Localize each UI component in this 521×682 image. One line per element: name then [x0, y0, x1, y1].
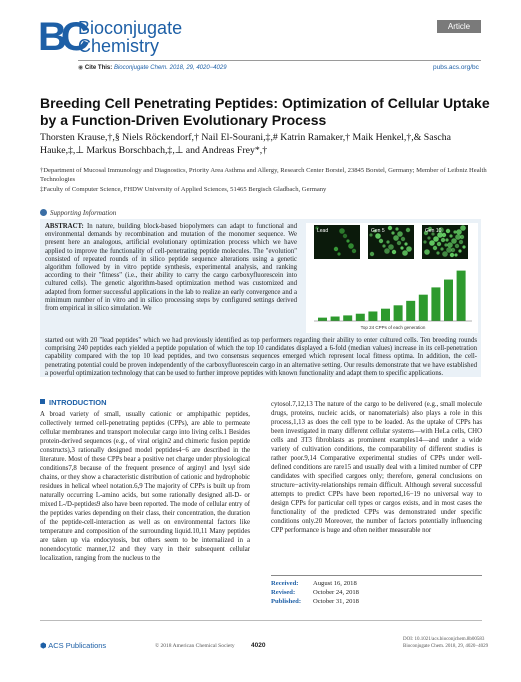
toc-cell [402, 250, 408, 256]
toc-cell [459, 240, 463, 244]
toc-cell [348, 243, 354, 249]
toc-cell [449, 234, 452, 237]
toc-cell [433, 236, 439, 242]
toc-cell [386, 240, 389, 243]
page-number: 4020 [251, 642, 266, 649]
cite-icon: ◉ [78, 65, 84, 71]
toc-cell [393, 235, 399, 241]
toc-cell [458, 249, 461, 252]
article-type-badge: Article [437, 20, 481, 33]
toc-cell [343, 234, 347, 238]
toc-bar [419, 295, 428, 321]
toc-cell [401, 237, 405, 241]
toc-cell [446, 247, 452, 253]
toc-cell [346, 239, 349, 242]
affiliation-2: ‡Faculty of Computer Science, FHDW University of Applied Sciences, 51465 Bergisch Gladbach, Germany [40, 186, 327, 193]
header-divider [78, 60, 481, 61]
toc-bar [331, 317, 340, 321]
doi-line: DOI: 10.1021/acs.bioconjchem.8b00583 [403, 637, 485, 642]
footer-divider [40, 620, 482, 621]
toc-cell [388, 244, 394, 250]
toc-cell [460, 225, 466, 231]
toc-cell [339, 228, 345, 234]
journal-name-line2: Chemistry [78, 36, 160, 56]
toc-bar [457, 271, 466, 321]
toc-cell [427, 236, 430, 239]
author-list: Thorsten Krause,†,§ Niels Röckendorf,† Nail El-Sourani,‡,# Katrin Ramaker,† Maik Henkel,†,& Sascha Hauke,‡,⊥ Markus Borschbach,‡,⊥ and Andreas Frey*,† [40, 132, 451, 156]
toc-cell [445, 238, 448, 241]
section-heading-label: INTRODUCTION [49, 398, 107, 407]
toc-cell [404, 242, 407, 245]
toc-cell [440, 247, 443, 250]
acs-hexagon-icon: ⬢ [40, 641, 47, 650]
toc-cell [423, 240, 426, 243]
toc-cell [391, 231, 394, 234]
citation[interactable] [78, 64, 227, 71]
toc-cell [456, 229, 462, 235]
publisher-name: ACS Publications [48, 641, 107, 650]
toc-bar [444, 280, 453, 321]
supporting-label: Supporting Information [50, 209, 117, 217]
toc-cell [446, 229, 450, 233]
toc-bar [356, 314, 365, 321]
toc-graphic-svg [306, 223, 478, 333]
publisher-logo [40, 641, 106, 650]
journal-name-line1: Bioconjugate [78, 18, 183, 38]
affiliation-1: †Department of Mucosal Immunology and Diagnostics, Priority Area Asthma and Allergy, Research Center Borstel, 23845 Borstel, Germany; Member of Leibniz Health Technologies [40, 167, 487, 183]
date-received: Received: August 16, 2018 [271, 580, 357, 587]
toc-cell [453, 230, 456, 233]
cite-reference: Bioconjugate Chem. 2018, 29, 4020−4029 [113, 65, 227, 71]
toc-cell [444, 243, 447, 246]
toc-cell [388, 226, 392, 230]
toc-cell [442, 251, 448, 257]
toc-panel-label: Lead [317, 228, 329, 234]
abstract-label: ABSTRACT: [45, 223, 84, 230]
toc-cell [455, 234, 461, 240]
toc-bar [394, 305, 403, 321]
toc-cell [375, 233, 381, 239]
toc-cell [397, 231, 403, 237]
toc-panel-label: Gen 5 [371, 228, 385, 234]
toc-cell [382, 244, 385, 247]
toc-bar [406, 301, 415, 321]
article-title: Breeding Cell Penetrating Peptides: Optimization of Cellular Uptake by a Function-Driven Evolutionary Process [40, 95, 490, 128]
cite-label: Cite This: [84, 65, 113, 71]
toc-panel-label: Gen 10 [425, 228, 442, 234]
toc-cell [454, 253, 457, 256]
toc-cell [436, 251, 439, 254]
toc-cell [455, 244, 459, 248]
toc-cell [447, 242, 453, 248]
toc-cell [406, 228, 410, 232]
toc-cell [437, 242, 441, 246]
toc-cell [337, 252, 340, 255]
toc-cell [406, 246, 412, 252]
article-dates [271, 575, 482, 606]
toc-cell [379, 239, 383, 243]
toc-bar [318, 318, 327, 321]
abstract-part2: started out with 20 "lead peptides" which we had previously identified as top performers regarding their ability to enter cultured cells. Ten breeding rounds comprising 240 peptides each yielded a peptide population of which the top 10 candidates displayed a 6-fold (median values) increase in its cell-penetration capability compared with the top 10 lead peptides, and two consensus sequences emerged which represent local fitness optima. In addition, the cell-penetrating potential could be proven independently of the carboxyfluorescein cargo in an alternative setting. Our results demonstrate that we have established a powerful optimization technology that can be used to further improve peptides with known functionality and adapt them to specific applications. [45, 337, 477, 377]
toc-cell [429, 240, 435, 246]
toc-bar [381, 309, 390, 321]
date-published: Published: October 31, 2018 [271, 598, 359, 605]
toc-cell [462, 245, 465, 248]
toc-cell [400, 246, 403, 249]
toc-cell [392, 250, 396, 254]
date-revised: Revised: October 24, 2018 [271, 589, 359, 596]
toc-bar [343, 315, 352, 321]
journal-url[interactable]: pubs.acs.org/bc [433, 64, 479, 71]
toc-cell [395, 227, 398, 230]
journal-logo: BC [38, 15, 84, 59]
toc-cell [451, 238, 457, 244]
toc-cell [433, 246, 437, 250]
toc-cell [384, 248, 390, 254]
section-marker-icon [40, 399, 45, 404]
intro-right-column: cytosol.7,12,13 The nature of the cargo to be delivered (e.g., small molecule drugs, proteins, nucleic acids, or nanomaterials) also plays a role in this process,1,13 as does the cell type to be loaded. As the uptake of CPPs has been investigated in many different cellular systems—with HeLa cells, CHO cells and 3T3 fibroblasts as prominent examples14—and under a wide variety of cultivation conditions, the comparability of different studies is rather poor.9,14 Comparative experimental studies of CPPs under well-defined conditions are rare15 and usually deal with a limited number of CPP candidates with specified cargoes only; therefore, general conclusions on structure−activity-relationships remain difficult. Although several successful attempts to predict CPPs have been reported,16−19 no universal way to design CPPs for particular cell types or cargos exists, and in most cases the functionality of the predicted CPPs was demonstrated under specific conditions only.20 Moreover, the number of factors potentially influencing CPP performance is huge and often neither measurable nor [271, 401, 482, 534]
copyright: © 2018 American Chemical Society [155, 643, 235, 649]
abstract-part1: In nature, building block-based biopolymers can adapt to functional and environmental demands by recombination and mutation of the monomer sequence. We present here an analogous, artificial evolutionary optimization process which we have applied to improve the functionality of cell-penetrating peptide molecules. The "evolution" consisted of repeated rounds of in silico peptide sequence alterations using a genetic algorithm followed by in vitro peptide synthesis, experimental analysis, and ranking according to their "fitness" (i.e., their ability to carry the cargo carboxyfluorescein into cultured cells). The genetic algorithm-based optimization method was customized and adapted from former successful applications in the lab to realize an early convergence and a minimum number of in vitro and in silico processing steps by configured settings derived from empirical in silico simulation. We [45, 223, 298, 313]
toc-cell [441, 238, 445, 242]
toc-bar [368, 311, 377, 321]
toc-cell [370, 252, 374, 256]
toc-cell [397, 241, 401, 245]
affiliations [40, 166, 490, 194]
abstract-text-top [45, 223, 297, 313]
toc-cell [424, 249, 430, 255]
toc-cell [352, 249, 356, 253]
toc-graphic [306, 223, 478, 333]
supporting-information-link[interactable] [40, 209, 116, 217]
section-heading-introduction [40, 398, 107, 407]
toc-cell [334, 247, 338, 251]
intro-left-column: A broad variety of small, usually cationic or amphipathic peptides, collectively termed cell-penetrating peptides (CPPs), are able to permeate cellular membranes and transport molecular cargo into living cells.1 Besides protein-derived sequences (e.g., of viral origin2 and chimeric fusion peptide constructs),3 rationally designed model peptides4−6 are described in the literature. Most of these CPPs bear a positive net charge under physiological conditions7,8 because of the frequent presence of arginyl and lysyl side chains, or they show a characteristic distribution of cationic and hydrophobic residues in helical wheel notation.6,9 The majority of CPPs is built up from naturally occurring L-amino acids, but some rationally designed all-D- or mixed L-/D-peptides9 also have been reported. The mode of cellular entry of the peptides varies depending on their class, their concentration, the duration of the peptide-cell-interaction as well as on environmental factors like temperature and composition of the surrounding liquid.10,11 Many peptides are taken up via endocytosis, but others seem to be internalized in a nonendocytotic manner,12 and they vary in their subsequent cellular localization, ranging from the nucleus to the [40, 411, 250, 562]
doi-citation: Bioconjugate Chem. 2018, 29, 4020−4029 [403, 643, 489, 649]
toc-cell [450, 253, 454, 257]
info-icon [40, 209, 47, 216]
toc-caption: Top 24 CPPs of each generation [360, 325, 426, 330]
doi-block[interactable] [403, 637, 488, 650]
toc-bar [431, 287, 440, 321]
